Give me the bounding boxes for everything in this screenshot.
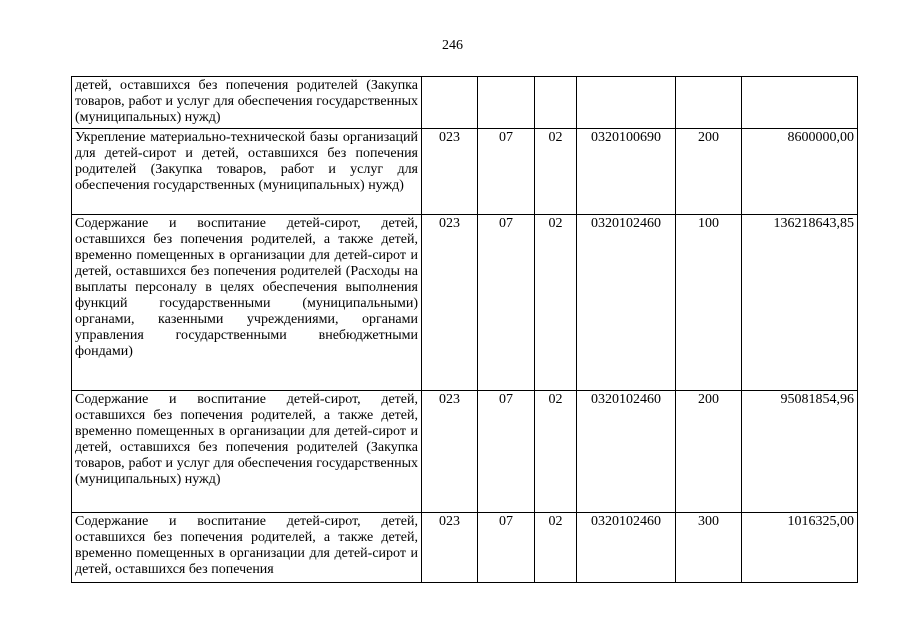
table-row: [72, 391, 858, 513]
table-row: [72, 77, 858, 129]
row-description: детей, оставшихся без попечения родителей (Закупка товаров, работ и услуг для обеспечения государственных (муниципальных) нужд): [72, 77, 422, 129]
row-subsection-code: 02: [535, 129, 577, 215]
row-target-article: [577, 77, 676, 129]
row-target-article: 0320100690: [577, 129, 676, 215]
row-ministry-code: 023: [422, 129, 478, 215]
row-target-article: 0320102460: [577, 513, 676, 583]
row-ministry-code: [422, 77, 478, 129]
row-subsection-code: 02: [535, 215, 577, 391]
row-amount: [742, 77, 858, 129]
row-description: Содержание и воспитание детей-сирот, детей, оставшихся без попечения родителей, а также детей, временно помещенных в организации для детей-сирот и детей, оставшихся без попечения: [72, 513, 422, 583]
table-row: [72, 513, 858, 583]
row-target-article: 0320102460: [577, 391, 676, 513]
row-section-code: 07: [478, 391, 535, 513]
budget-table: [71, 76, 858, 583]
row-expense-type: 200: [676, 391, 742, 513]
row-section-code: [478, 77, 535, 129]
row-amount: 8600000,00: [742, 129, 858, 215]
row-description: Содержание и воспитание детей-сирот, детей, оставшихся без попечения родителей, а также детей, временно помещенных в организации для детей-сирот и детей, оставшихся без попечения родителей (Закупка товаров, работ и услуг для обеспечения государственных (муниципальных) нужд): [72, 391, 422, 513]
row-ministry-code: 023: [422, 215, 478, 391]
row-ministry-code: 023: [422, 513, 478, 583]
row-section-code: 07: [478, 513, 535, 583]
row-expense-type: [676, 77, 742, 129]
row-section-code: 07: [478, 215, 535, 391]
row-description: Укрепление материально-технической базы организаций для детей-сирот и детей, оставшихся без попечения родителей (Закупка товаров, работ и услуг для обеспечения государственных (муниципальных) нужд): [72, 129, 422, 215]
page-number: 246: [442, 38, 463, 53]
row-subsection-code: [535, 77, 577, 129]
table-row: [72, 215, 858, 391]
row-target-article: 0320102460: [577, 215, 676, 391]
table-row: [72, 129, 858, 215]
row-subsection-code: 02: [535, 391, 577, 513]
row-expense-type: 300: [676, 513, 742, 583]
row-description: Содержание и воспитание детей-сирот, детей, оставшихся без попечения родителей, а также детей, временно помещенных в организации для детей-сирот и детей, оставшихся без попечения родителей (Расходы на выплаты персоналу в целях обеспечения выполнения функций государственными (муниципальными) органами, казенными учреждениями, органами управления государственными внебюджетными фондами): [72, 215, 422, 391]
row-amount: 95081854,96: [742, 391, 858, 513]
row-ministry-code: 023: [422, 391, 478, 513]
row-section-code: 07: [478, 129, 535, 215]
row-expense-type: 200: [676, 129, 742, 215]
row-amount: 136218643,85: [742, 215, 858, 391]
row-subsection-code: 02: [535, 513, 577, 583]
row-amount: 1016325,00: [742, 513, 858, 583]
row-expense-type: 100: [676, 215, 742, 391]
